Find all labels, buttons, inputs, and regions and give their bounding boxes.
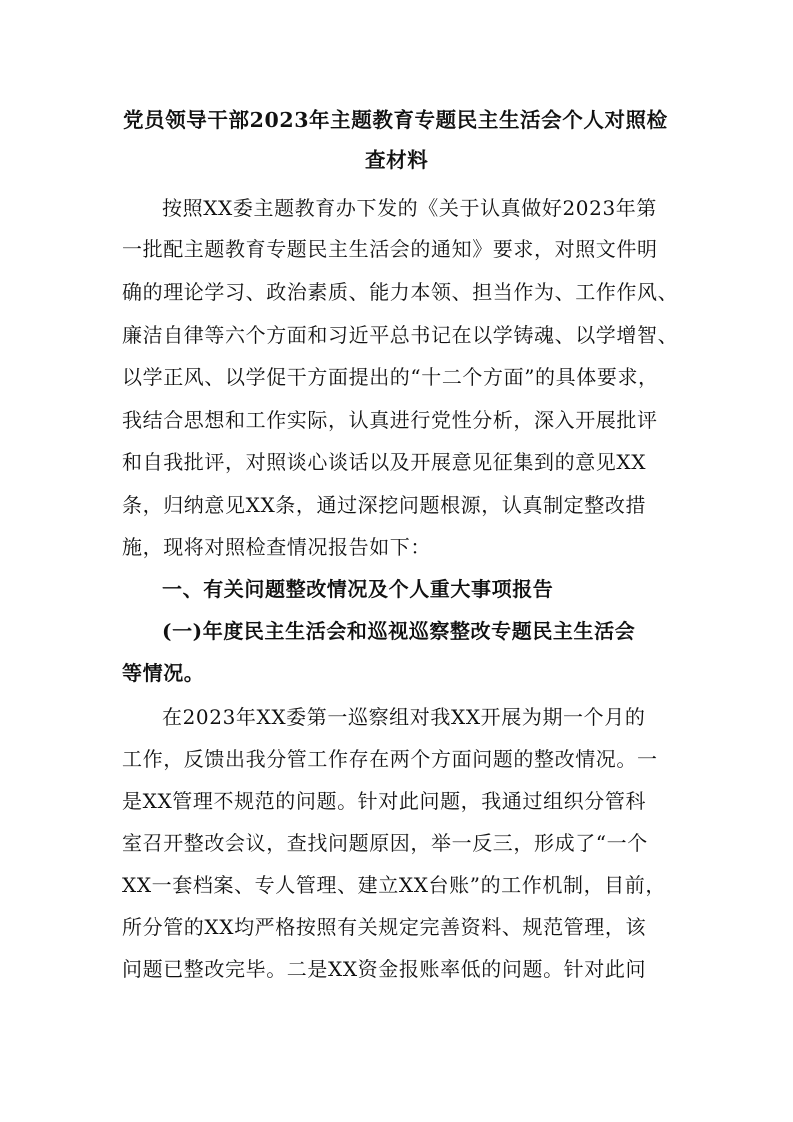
body-line-4: 室召开整改会议，查找问题原因，举一反三，形成了“一个: [122, 831, 648, 855]
intro-line-1: 按照XX委主题教育办下发的《关于认真做好2023年第: [162, 196, 657, 220]
document-title-line-1: 党员领导干部2023年主题教育专题民主生活会个人对照检: [123, 108, 668, 132]
intro-line-3: 确的理论学习、政治素质、能力本领、担当作为、工作作风、: [122, 280, 679, 304]
intro-line-9: 施，现将对照检查情况报告如下：: [122, 535, 431, 559]
body-line-3: 是XX管理不规范的问题。针对此问题，我通过组织分管科: [122, 789, 647, 813]
body-line-6: 所分管的XX均严格按照有关规定完善资料、规范管理，该: [122, 915, 647, 939]
body-line-7: 问题已整改完毕。二是XX资金报账率低的问题。针对此问: [122, 957, 647, 981]
intro-line-6: 我结合思想和工作实际，认真进行党性分析，深入开展批评: [122, 408, 658, 432]
section-heading-1: 一、有关问题整改情况及个人重大事项报告: [162, 577, 554, 601]
document-title-line-2: 查材料: [365, 148, 429, 172]
intro-line-5: 以学正风、以学促干方面提出的“十二个方面”的具体要求，: [122, 365, 659, 389]
subsection-heading-line-2: 等情况。: [122, 661, 205, 685]
body-line-5: XX一套档案、专人管理、建立XX台账”的工作机制，目前，: [122, 873, 666, 897]
intro-line-4: 廉洁自律等六个方面和习近平总书记在以学铸魂、以学增智、: [122, 323, 679, 347]
intro-line-7: 和自我批评，对照谈心谈话以及开展意见征集到的意见XX: [122, 450, 647, 474]
subsection-heading-line-1: (一)年度民主生活会和巡视巡察整改专题民主生活会: [162, 619, 636, 643]
intro-line-8: 条，归纳意见XX条，通过深挖问题根源，认真制定整改措: [122, 493, 647, 517]
body-line-2: 工作，反馈出我分管工作存在两个方面问题的整改情况。一: [122, 747, 658, 771]
intro-line-2: 一批配主题教育专题民主生活会的通知》要求，对照文件明: [122, 237, 658, 261]
body-line-1: 在2023年XX委第一巡察组对我XX开展为期一个月的: [162, 705, 646, 729]
